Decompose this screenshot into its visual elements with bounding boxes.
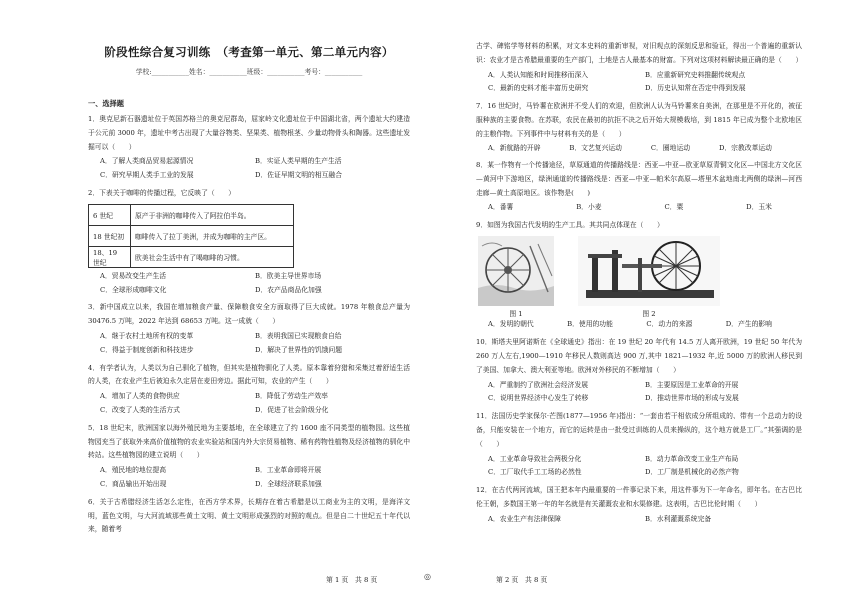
question-7-option-b[interactable]: B．文艺复兴运动 bbox=[569, 143, 622, 152]
question-12-stem: 12．在古代两河流域，国王把本年内最重要的一件事记录下来，用这件事为下一年命名，即年名。在古巴比伦王朝，多数国王第一年的年名就是有关灌溉农业和水渠修建。这表明，古巴比伦时期（ ） bbox=[476, 486, 802, 508]
question-2-option-d[interactable]: D．农产品商品化加强 bbox=[255, 285, 322, 294]
question-2-stem: 2．下表关于咖啡的传播过程，它反映了（ ） bbox=[88, 188, 236, 197]
question-7-option-a[interactable]: A．新航路的开辟 bbox=[488, 143, 541, 152]
question-4-option-a[interactable]: A．增加了人类的食物供应 bbox=[100, 392, 180, 401]
figure-2 bbox=[578, 236, 720, 318]
question-10-option-b[interactable]: B．主要原因是工业革命的开展 bbox=[645, 380, 739, 389]
right-column bbox=[476, 0, 802, 527]
question-5-option-a[interactable]: A．殖民地的地位提高 bbox=[100, 466, 167, 475]
figure-1-caption: 图 1 bbox=[509, 310, 523, 319]
table-cell: 18 世纪初 bbox=[89, 225, 131, 246]
question-7-options bbox=[476, 142, 802, 156]
question-10-option-a[interactable]: A．严重制约了欧洲社会经济发展 bbox=[488, 380, 589, 389]
question-3-options bbox=[88, 330, 410, 358]
question-5-options bbox=[88, 464, 410, 492]
question-11-option-b[interactable]: B．动力革命改变工业生产布局 bbox=[645, 454, 739, 463]
question-9-option-c[interactable]: C．动力的来源 bbox=[646, 320, 693, 329]
question-1-option-d[interactable]: D．佐证早期文明的相互融合 bbox=[255, 171, 343, 180]
question-8-option-a[interactable]: A．番薯 bbox=[488, 202, 514, 211]
question-7-option-d[interactable]: D．宗教改革运动 bbox=[718, 143, 772, 152]
section-heading: 一、选择题 bbox=[88, 99, 124, 108]
question-10-option-c[interactable]: C．说明世界经济中心发生了转移 bbox=[488, 394, 589, 403]
student-info-line: 学校:___________姓名：___________班级：___________考号：___________ bbox=[135, 68, 363, 76]
question-8-options bbox=[476, 201, 802, 215]
question-9-option-d[interactable]: D．产生的影响 bbox=[725, 320, 772, 329]
coffee-table bbox=[88, 204, 294, 268]
question-9-options bbox=[476, 318, 802, 332]
question-11-option-c[interactable]: C．工厂取代手工工场的必然性 bbox=[488, 468, 582, 477]
question-9-stem: 9．如图为我国古代发明的生产工具。其共同点体现在（ ） bbox=[476, 220, 664, 229]
question-10-stem: 10．斯塔夫里阿诺斯在《全球通史》指出：在 19 世纪 20 年代有 14.5 万人离开欧洲，19 世纪 50 年代为 260 万人左右,1900—1910 年移民人数则高达 900 万,其中 1821—1932 年,近 5000 万的欧洲人移民到了美国、加拿大、澳大利亚等地。欧洲对外移民的不断增加（ ） bbox=[476, 338, 802, 374]
table-row bbox=[89, 225, 294, 246]
question-3-stem: 3．新中国成立以来，我国在增加粮食产量、保障粮食安全方面取得了巨大成就。1978 年粮食总产量为 30476.5 万吨，2022 年达到 68653 万吨。这一成就（ ） bbox=[88, 303, 410, 326]
question-5-option-c[interactable]: C．商品输出开始出现 bbox=[100, 479, 167, 488]
table-cell: 6 世纪 bbox=[89, 204, 131, 225]
question-12-option-a[interactable]: A．农业生产有法律保障 bbox=[488, 514, 561, 523]
question-4-options bbox=[88, 390, 410, 418]
table-cell: 欧美社会生活中有了喝咖啡的习惯。 bbox=[131, 246, 294, 267]
question-5-option-d[interactable]: D．全球经济联系加强 bbox=[255, 479, 322, 488]
table-cell: 咖啡传入了拉丁美洲，并成为咖啡的主产区。 bbox=[131, 225, 294, 246]
question-11-options bbox=[476, 453, 802, 481]
table-row bbox=[89, 204, 294, 225]
page-title: 阶段性综合复习训练 （考查第一单元、第二单元内容） bbox=[104, 45, 394, 59]
question-11-option-d[interactable]: D．工厂制是机械化的必然产物 bbox=[645, 468, 739, 477]
question-8-option-c[interactable]: C．粟 bbox=[664, 202, 684, 211]
figure-1 bbox=[478, 236, 554, 318]
water-wheel-sketch-icon bbox=[478, 236, 554, 306]
question-1-option-c[interactable]: C．研究早期人类手工业的发展 bbox=[100, 171, 194, 180]
question-2-option-a[interactable]: A．贸易改变生产生活 bbox=[100, 271, 167, 280]
question-10-option-d[interactable]: D．推动世界市场的形成与发展 bbox=[645, 394, 739, 403]
question-1-option-b[interactable]: B．实证人类早期的生产生活 bbox=[255, 157, 342, 166]
table-row bbox=[89, 246, 294, 267]
page-number-left: 第 1 页 共 8 页 bbox=[326, 576, 378, 584]
table-cell: 18、19 世纪 bbox=[89, 246, 131, 267]
question-6-option-c[interactable]: C．最新的史料才能丰富历史研究 bbox=[488, 84, 589, 93]
question-6-stem-continued: 古学、碑铭学等材料的积累，对文本史料的重新审视，对旧观点的深刻反思和验证，得出一个普遍的重新认识：农业才是古希腊最重要的生产部门，土地是古人最基本的财富。下列对这项材料解读最正确的是（ ） bbox=[476, 42, 803, 64]
figure-2-caption: 图 2 bbox=[642, 310, 656, 319]
question-3-option-b[interactable]: B．表明我国已实现粮食自给 bbox=[255, 331, 342, 340]
question-4-option-b[interactable]: B．降低了劳动生产效率 bbox=[255, 392, 328, 401]
question-8-option-b[interactable]: B．小麦 bbox=[576, 202, 602, 211]
question-10-options bbox=[476, 379, 802, 407]
question-12-option-b[interactable]: B．水利灌溉系统完备 bbox=[645, 514, 712, 523]
question-6-option-a[interactable]: A．人类认知能和时间推移而深入 bbox=[488, 70, 589, 79]
question-5-stem: 5．18 世纪末，欧洲国家以海外殖民地为主要基地，在全球建立了约 1600 座不同类型的植物园。这些植物园充当了获取外来高价值植物的农业实验站和国内外大宗贸易植物、稀有药物性植物及经济植物的驯化中转站。这些植物园的建立说明（ ） bbox=[88, 423, 410, 460]
question-2-option-c[interactable]: C．全球形成咖啡文化 bbox=[100, 285, 167, 294]
wooden-machine-model-icon bbox=[578, 236, 720, 306]
question-4-stem: 4．有学者认为，人类以为自己驯化了植物，但其实是植物驯化了人类。原本靠着狩猎和采集过着舒适生活的人类，在农业产生后被迫永久定居在麦田旁边。据此可知，农业的产生（ ） bbox=[88, 363, 410, 386]
page-right bbox=[430, 0, 860, 608]
question-12-options bbox=[476, 513, 802, 527]
question-2-options bbox=[88, 270, 410, 298]
left-column bbox=[88, 0, 410, 537]
question-7-option-c[interactable]: C．圈地运动 bbox=[650, 143, 691, 152]
question-11-stem: 11．法国历史学家保尔·芒图(1877—1956 年)指出：“一套由若干相依成分所组成的、带有一个总动力的设备，只能安装在一个地方，而它的运转是由一批受过训练的人员来操纵的，这个地方就是工厂。”其强调的是（ ） bbox=[476, 412, 802, 448]
question-5-option-b[interactable]: B．工业革命即将开展 bbox=[255, 466, 322, 475]
page-number-right: 第 2 页 共 8 页 bbox=[496, 576, 548, 584]
question-8-stem: 8．某一作物有一个传播途径，草原通道的传播路线是：西亚—中亚—欧亚草原青铜文化区—中国北方文化区—黄河中下游地区，绿洲通道的传播路线是：西亚—中亚—帕米尔高原—塔里木盆地南北两侧的绿洲—河西走廊—黄土高原地区。该作物是( ) bbox=[476, 161, 802, 197]
question-8-option-d[interactable]: D．玉米 bbox=[746, 202, 772, 211]
question-6-option-d[interactable]: D．历史认知常在否定中得到发展 bbox=[645, 84, 746, 93]
question-4-option-d[interactable]: D．促进了社会阶级分化 bbox=[255, 405, 329, 414]
question-1-options bbox=[88, 155, 410, 183]
question-3-option-a[interactable]: A．继于农村土地所有权的变革 bbox=[100, 331, 194, 340]
question-2-option-b[interactable]: B．欧美主导世界市场 bbox=[255, 271, 322, 280]
question-3-option-d[interactable]: D．解决了世界性的饥饿问题 bbox=[255, 345, 343, 354]
question-6-options bbox=[476, 69, 802, 97]
question-11-option-a[interactable]: A．工业革命导致社会两极分化 bbox=[488, 454, 582, 463]
question-4-option-c[interactable]: C．改变了人类的生活方式 bbox=[100, 405, 180, 414]
question-9-option-a[interactable]: A．发明的朝代 bbox=[488, 320, 534, 329]
question-3-option-c[interactable]: C．得益于制度创新和科技进步 bbox=[100, 345, 194, 354]
binding-mark-icon: ◎ bbox=[424, 572, 431, 581]
question-1-option-a[interactable]: A．了解人类商品贸易起源情况 bbox=[100, 157, 194, 166]
question-9-option-b[interactable]: B．使用的功能 bbox=[567, 320, 613, 329]
question-1-stem: 1．奥克尼新石器遗址位于英国苏格兰的奥克尼群岛，屈家岭文化遗址位于中国湖北省，两个遗址大约建造于公元前 3000 年，遗址中考古出现了大量谷物类、坚果类、植物根茎、少量动物骨头和陶器。这些遗址发掘可以（ ） bbox=[88, 115, 410, 151]
question-9-figures bbox=[476, 236, 802, 318]
question-6-option-b[interactable]: B．应重新研究史料推翻传统观点 bbox=[645, 70, 746, 79]
question-7-stem: 7．16 世纪时，马铃薯在欧洲并不受人们的欢迎，但欧洲人认为马铃薯来自美洲，在那里是不开化的，被征服种族的主要食物。在苏联，农民在最初的抗拒不决之后开始大规模栽培，到 1815 年已成为整个北欧地区的主粮作物。下列事件中与材料有关的是（ ） bbox=[476, 102, 802, 138]
question-6-stem: 6．关于古希腊经济生活怎么定性，在西方学术界，长期存在着古希腊是以工商业为主的文明，是海洋文明，蓝色文明，与大河流域那些黄土文明、黄土文明形成强烈的对照的观点。但是自二十世纪五十年代以来，随着考 bbox=[88, 497, 410, 534]
table-cell: 原产于非洲的咖啡传入了阿拉伯半岛。 bbox=[131, 204, 294, 225]
